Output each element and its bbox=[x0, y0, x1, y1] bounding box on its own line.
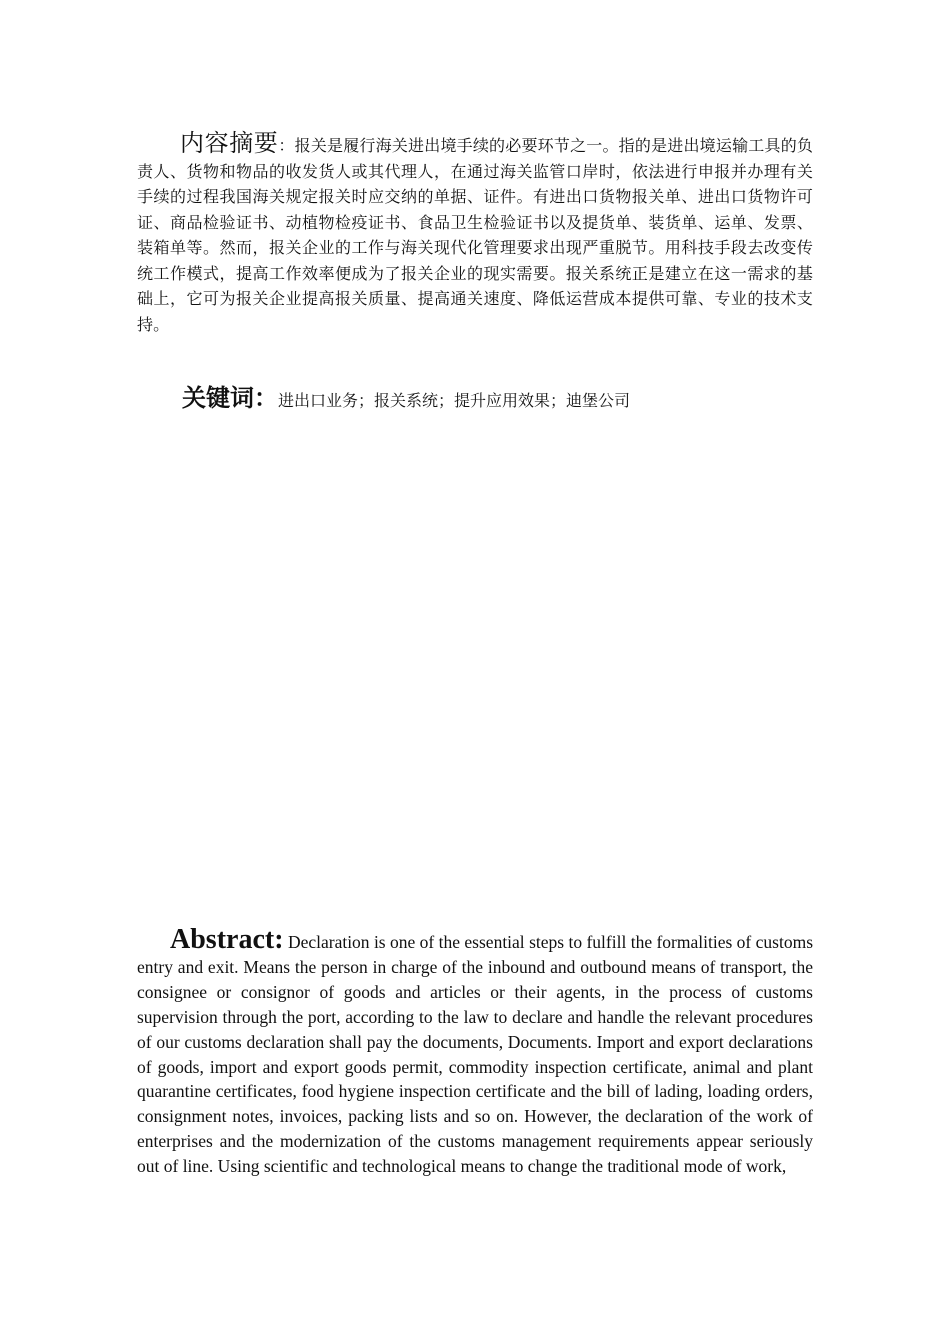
chinese-abstract bbox=[137, 131, 813, 337]
english-abstract-heading: Abstract: bbox=[170, 924, 284, 955]
english-abstract bbox=[137, 924, 814, 1179]
chinese-keywords-body: 进出口业务；报关系统；提升应用效果；迪堡公司 bbox=[278, 391, 631, 410]
chinese-abstract-body: 报关是履行海关进出境手续的必要环节之一。指的是进出境运输工具的负责人、货物和物品的收发货人或其代理人，在通过海关监管口岸时，依法进行申报并办理有关手续的过程我国海关规定报关时应交纳的单据、证件。有进出口货物报关单、进出口货物许可证、商品检验证书、动植物检疫证书、食品卫生检验证书以及提货单、装货单、运单、发票、装箱单等。然而，报关企业的工作与海关现代化管理要求出现严重脱节。用科技手段去改变传统工作模式，提高工作效率便成为了报关企业的现实需要。报关系统正是建立在这一需求的基础上，它可为报关企业提高报关质量、提高通关速度、降低运营成本提供可靠、专业的技术支持。 bbox=[137, 136, 814, 334]
chinese-keywords bbox=[137, 380, 813, 419]
chinese-keywords-heading: 关键词： bbox=[182, 384, 278, 412]
english-abstract-body: Declaration is one of the essential steps to fulfill the formalities of customs entry and exit. Means the person in charge of the inbound and outbound means of transport, the consignee or consignor of goods and articles or their agents, in the process of customs supervision through the port, according to the law to declare and handle the relevant procedures of our customs declaration shall pay the documents, Documents. Import and export declarations of goods, import and export goods permit, commodity inspection certificate, animal and plant quarantine certificates, food hygiene inspection certificate and the bill of lading, loading orders, consignment notes, invoices, packing lists and so on. However, the declaration of the work of enterprises and the modernization of the customs management requirements appear seriously out of line. Using scientific and technological means to change the traditional mode of work, bbox=[137, 932, 814, 1177]
chinese-abstract-separator: ： bbox=[278, 136, 295, 155]
chinese-abstract-heading: 内容摘要 bbox=[180, 129, 279, 157]
